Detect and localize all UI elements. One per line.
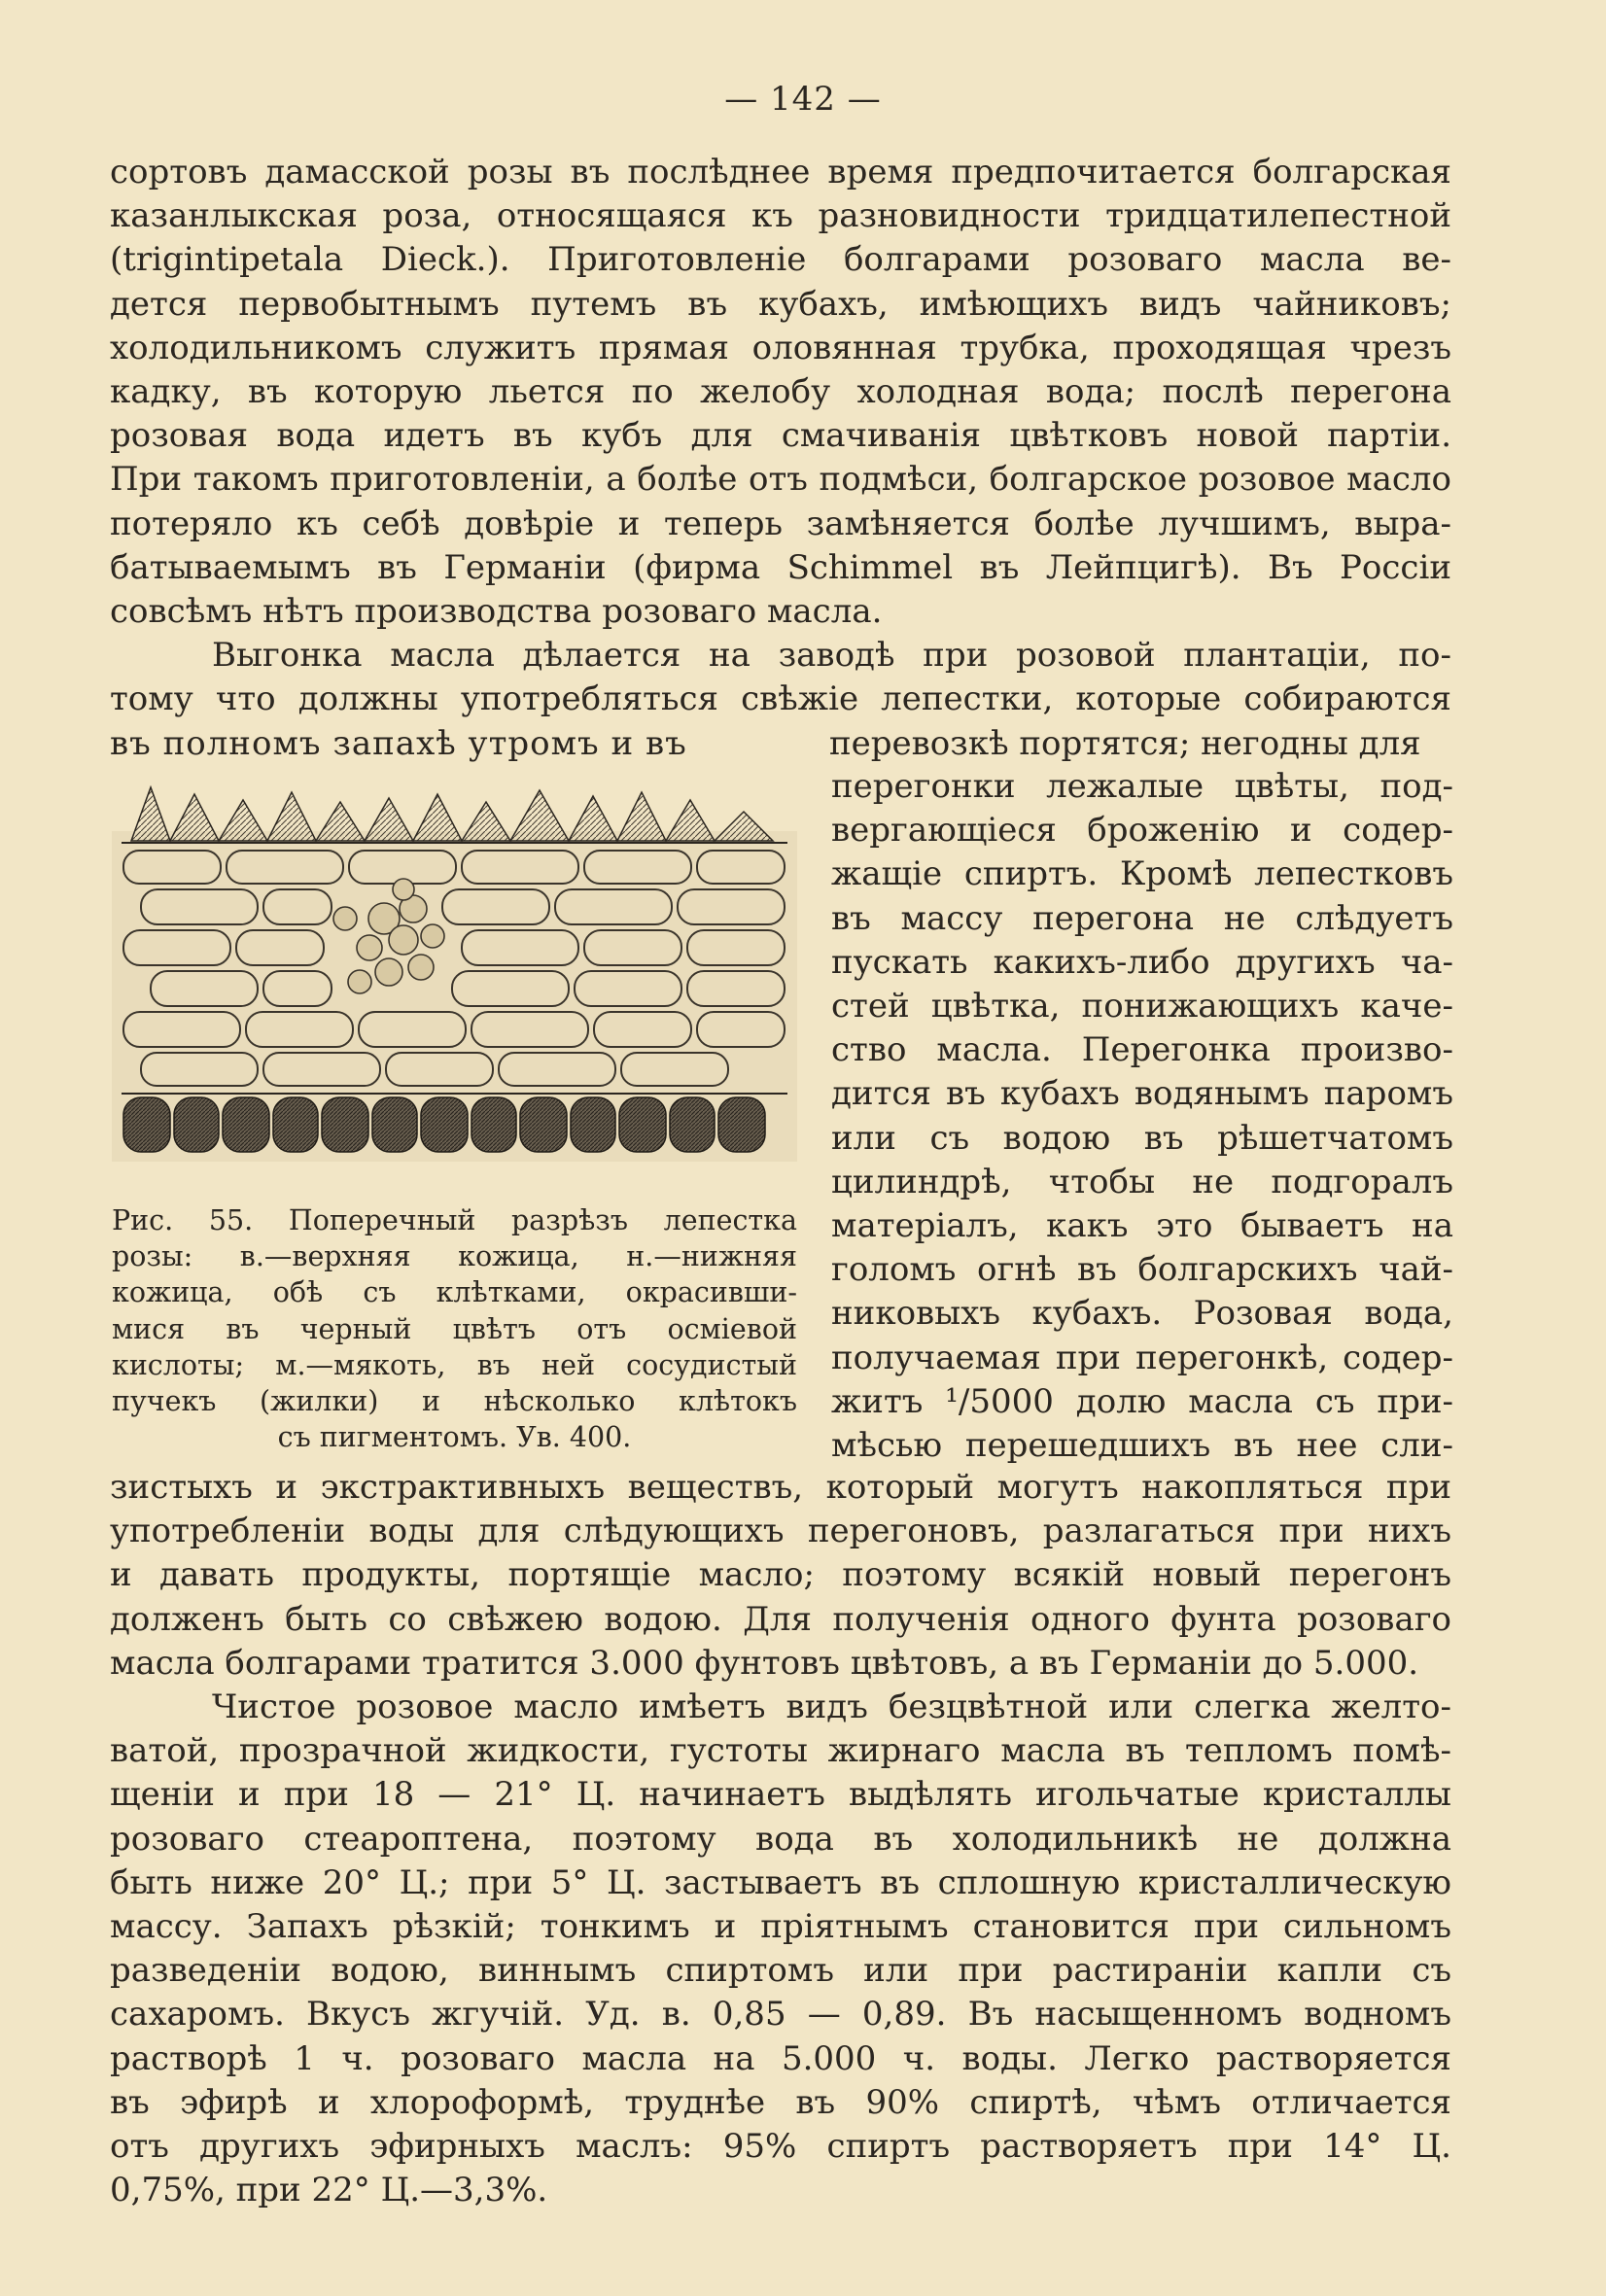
right-column-text (831, 765, 1453, 1468)
text-line: разведеніи водою, виннымъ спиртомъ или при растираніи капли съ (110, 1951, 1451, 1991)
figure-55 (112, 773, 797, 1455)
text-line: потеряло къ себѣ довѣріе и теперь замѣняется болѣе лучшимъ, выра- (110, 504, 1451, 543)
bottom-text-block (110, 1466, 1451, 2212)
text-line: щеніи и при 18 — 21° Ц. начинаетъ выдѣлять игольчатые кристаллы (110, 1775, 1451, 1815)
text-line: масла болгарами тратится 3.000 фунтовъ цвѣтовъ, а въ Германіи до 5.000. (110, 1643, 1419, 1683)
text-line: зистыхъ и экстрактивныхъ веществъ, который могутъ накопляться при (110, 1468, 1451, 1507)
text-line: 0,75%, при 22° Ц.—3,3%. (110, 2171, 548, 2210)
paragraph-2 (110, 634, 1451, 766)
caption-line: пучекъ (жилки) и нѣсколько клѣтокъ (112, 1385, 797, 1418)
text-line: батываемымъ въ Германіи (фирма Schimmel въ Лейпцигѣ). Въ Россіи (110, 547, 1451, 587)
text-line: получаемая при перегонкѣ, содер- (831, 1338, 1453, 1377)
split-line-left: въ полномъ запахѣ утромъ и въ (110, 723, 687, 763)
top-text-block (110, 151, 1451, 766)
text-line: долженъ быть со свѣжею водою. Для полученія одного фунта розоваго (110, 1599, 1451, 1639)
right-column-paragraph (831, 765, 1453, 1468)
text-line: (trigintipetala Dieck.). Приготовленіе болгарами розоваго масла ве- (110, 240, 1451, 280)
text-line: растворѣ 1 ч. розоваго масла на 5.000 ч. воды. Легко растворяется (110, 2038, 1451, 2078)
text-line: стей цвѣтка, понижающихъ каче- (831, 987, 1453, 1026)
text-line: въ массу перегона не слѣдуетъ (831, 898, 1453, 938)
text-line: сортовъ дамасской розы въ послѣднее время предпочитается болгарская (110, 153, 1451, 191)
text-line: Чистое розовое масло имѣетъ видъ безцвѣтной или слегка желто- (212, 1687, 1451, 1727)
caption-line: розы: в.—верхняя кожица, н.—нижняя (112, 1240, 797, 1273)
text-line: розоваго стеароптена, поэтому вода въ холодильникѣ не должна (110, 1819, 1451, 1859)
text-line: голомъ огнѣ въ болгарскихъ чай- (831, 1250, 1453, 1290)
text-line: массу. Запахъ рѣзкій; тонкимъ и пріятнымъ становится при сильномъ (110, 1907, 1451, 1947)
paragraph-3 (110, 1686, 1451, 2212)
text-line: цилиндрѣ, чтобы не подгоралъ (831, 1162, 1453, 1201)
page-number: — 142 — (724, 80, 882, 119)
caption-line: съ пигментомъ. Ув. 400. (277, 1421, 632, 1454)
text-line: кадку, въ которую льется по желобу холодная вода; послѣ перегона (110, 372, 1451, 412)
split-line (110, 722, 1451, 766)
caption-line: кислоты; м.—мякоть, въ ней сосудистый (112, 1348, 797, 1381)
text-line: розовая вода идетъ въ кубъ для смачиванія цвѣтковъ новой партіи. (110, 416, 1451, 456)
text-line: ватой, прозрачной жидкости, густоты жирнаго масла въ тепломъ помѣ- (110, 1731, 1451, 1771)
text-line: житъ ¹/5000 долю масла съ при- (831, 1381, 1453, 1421)
text-line: жащіе спиртъ. Кромѣ лепестковъ (831, 854, 1453, 894)
text-line: употребленіи воды для слѣдующихъ перегоновъ, разлагаться при нихъ (110, 1512, 1451, 1551)
figure-caption (112, 1202, 797, 1455)
text-line: и давать продукты, портящіе масло; поэтому всякій новый перегонъ (110, 1555, 1451, 1595)
text-line: никовыхъ кубахъ. Розовая вода, (831, 1294, 1453, 1334)
text-line: мѣсью перешедшихъ въ нее сли- (831, 1426, 1453, 1466)
text-line: казанлыкская роза, относящаяся къ разновидности тридцатилепестной (110, 196, 1451, 236)
caption-line: Рис. 55. Поперечный разрѣзъ лепестка (112, 1204, 797, 1236)
text-line: холодильникомъ служитъ прямая оловянная трубка, проходящая чрезъ (110, 328, 1451, 367)
text-line: совсѣмъ нѣтъ производства розоваго масла. (110, 592, 883, 632)
text-line: быть ниже 20° Ц.; при 5° Ц. застываетъ въ сплошную кристаллическую (110, 1862, 1451, 1902)
caption-line: мися въ черный цвѣтъ отъ осміевой (112, 1312, 797, 1345)
caption-line: кожица, обѣ съ клѣтками, окрасивши- (112, 1276, 797, 1309)
text-line: дится въ кубахъ водянымъ паромъ (831, 1074, 1453, 1114)
text-line: При такомъ приготовленіи, а болѣе отъ подмѣси, болгарское розовое масло (110, 460, 1451, 500)
split-line-right: перевозкѣ портятся; негодны для (829, 723, 1421, 763)
text-line: или съ водою въ рѣшетчатомъ (831, 1118, 1453, 1158)
text-line: перегонки лежалые цвѣты, под- (831, 767, 1453, 806)
text-line: вергающіеся броженію и содер- (831, 811, 1453, 851)
paragraph-continuation (110, 1466, 1451, 1686)
text-line: въ эфирѣ и хлороформѣ, труднѣе въ 90% спиртѣ, чѣмъ отличается (110, 2082, 1451, 2122)
petal-cross-section-illustration (112, 773, 797, 1162)
text-line: сахаромъ. Вкусъ жгучій. Уд. в. 0,85 — 0,89. Въ насыщенномъ водномъ (110, 1995, 1451, 2035)
text-line: дется первобытнымъ путемъ въ кубахъ, имѣющихъ видъ чайниковъ; (110, 284, 1451, 324)
text-line: Выгонка масла дѣлается на заводѣ при розовой плантаціи, по- (212, 636, 1451, 676)
paragraph-1 (110, 151, 1451, 634)
text-line: тому что должны употребляться свѣжіе лепестки, которые собираются (110, 679, 1451, 719)
text-line: отъ другихъ эфирныхъ маслъ: 95% спиртъ растворяетъ при 14° Ц. (110, 2127, 1451, 2167)
text-line: матеріалъ, какъ это бываетъ на (831, 1206, 1453, 1246)
text-line: пускать какихъ-либо другихъ ча- (831, 942, 1453, 982)
text-line: ство масла. Перегонка произво- (831, 1030, 1453, 1070)
